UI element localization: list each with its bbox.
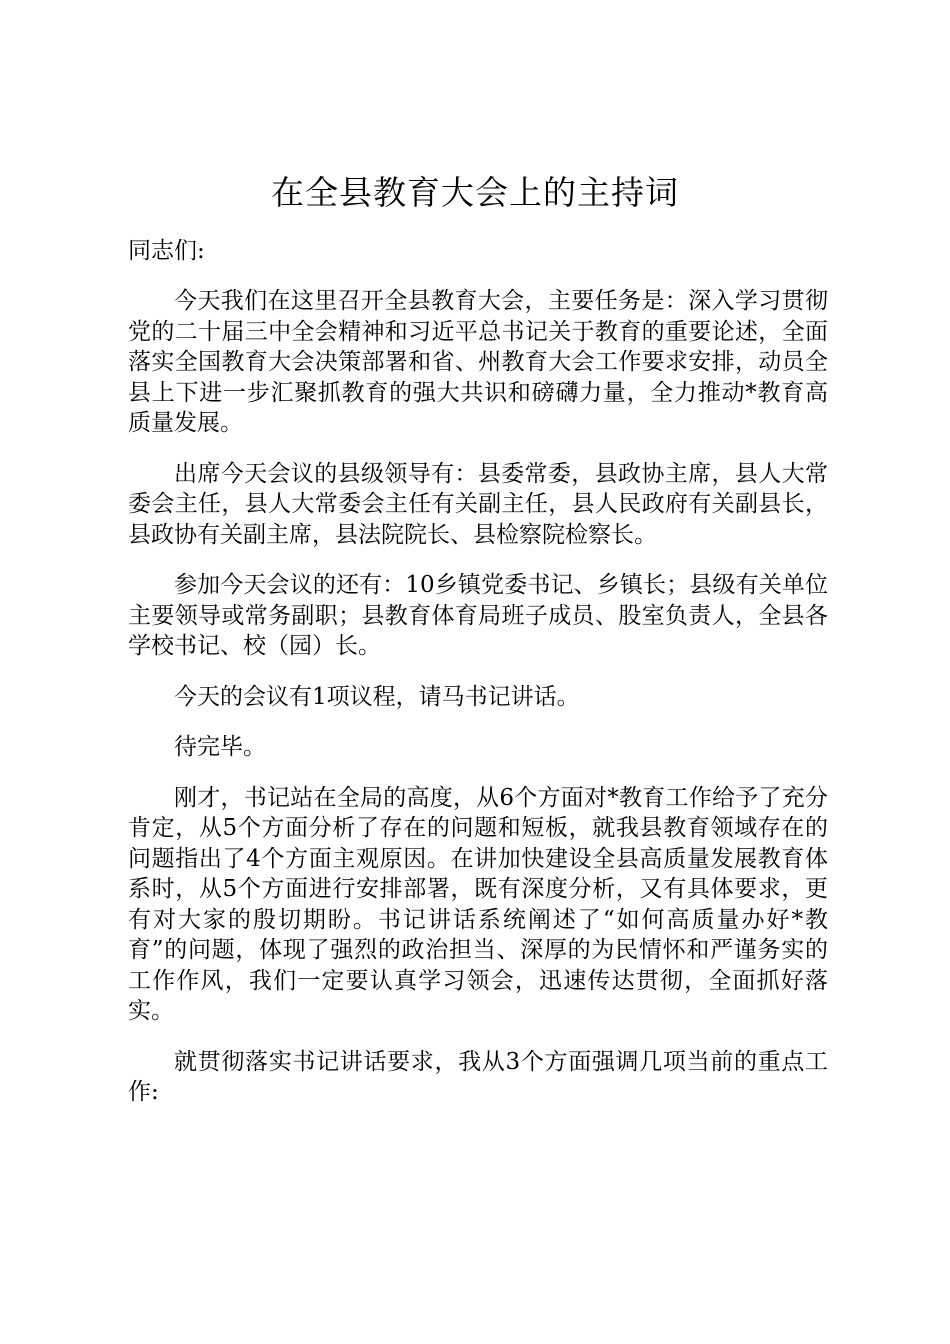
paragraph-agenda: 今天的会议有1项议程，请马书记讲话。	[174, 683, 580, 710]
paragraph-attending-leaders: 出席今天会议的县级领导有：县委常委，县政协主席，县人大常委会主任，县人大常委会主任有关副主任，县人民政府有关副县长，县政协有关副主席，县法院院长、县检察院检察长。	[128, 460, 828, 548]
paragraph-task: 今天我们在这里召开全县教育大会，主要任务是：深入学习贯彻党的二十届三中全会精神和习近平总书记关于教育的重要论述，全面落实全国教育大会决策部署和省、州教育大会工作要求安排，动员全县上下进一步汇聚抓教育的强大共识和磅礴力量，全力推动*教育高质量发展。	[128, 288, 828, 436]
document-body	[128, 236, 828, 1128]
salutation: 同志们:	[128, 238, 205, 264]
document-title: 在全县教育大会上的主持词	[271, 173, 679, 212]
paragraph-key-work: 就贯彻落实书记讲话要求，我从3个方面强调几项当前的重点工作:	[128, 1048, 828, 1105]
paragraph-summary: 刚才，书记站在全局的高度，从6个方面对*教育工作给予了充分肯定，从5个方面分析了存在的问题和短板，就我县教育领域存在的问题指出了4个方面主观原因。在讲加快建设全县高质量发展教育体系时，从5个方面进行安排部署，既有深度分析，又有具体要求，更有对大家的殷切期盼。书记讲话系统阐述了“如何高质量办好*教育”的问题，体现了强烈的政治担当、深厚的为民情怀和严谨务实的工作作风，我们一定要认真学习领会，迅速传达贯彻，全面抓好落实。	[128, 784, 828, 1024]
paragraph-participants: 参加今天会议的还有：10乡镇党委书记、乡镇长；县级有关单位主要领导或常务副职；县教育体育局班子成员、股室负责人，全县各学校书记、校（园）长。	[128, 572, 828, 659]
paragraph-wait: 待完毕。	[174, 734, 266, 760]
